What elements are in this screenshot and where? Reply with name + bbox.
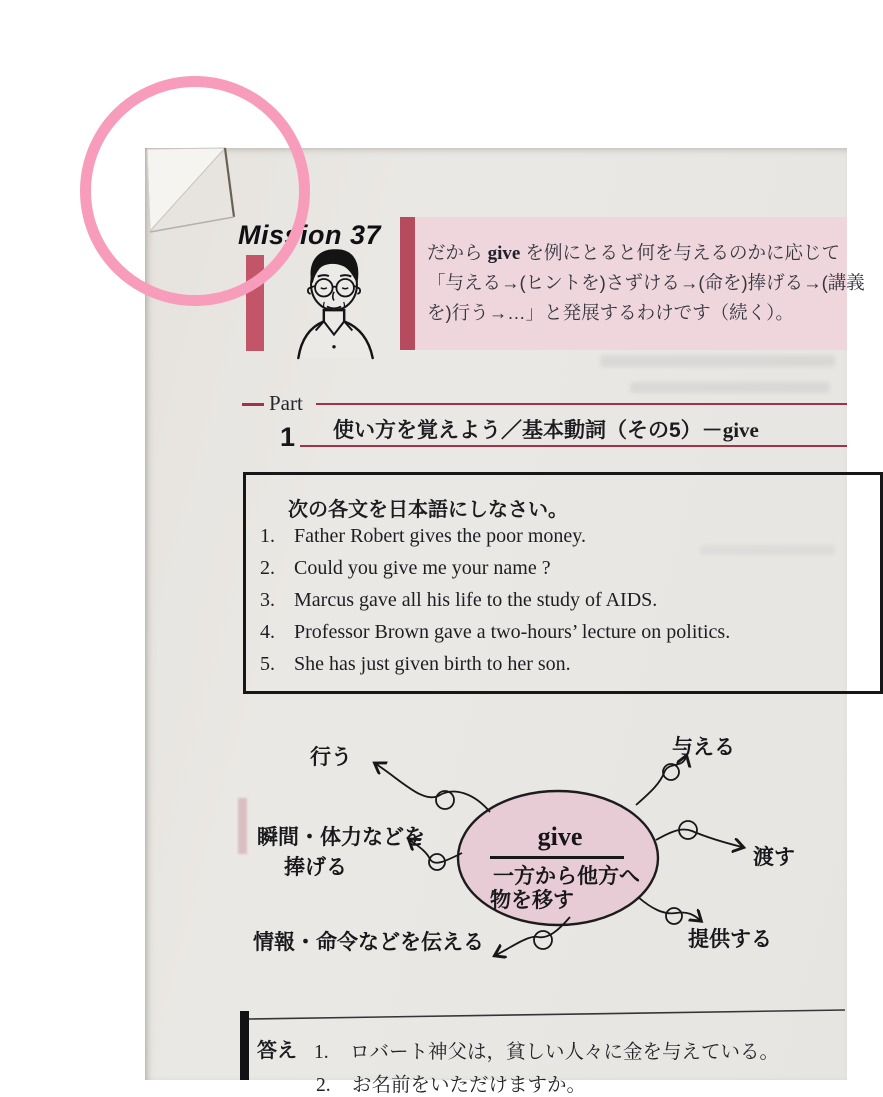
diagram-label-watasu: 渡す xyxy=(753,846,795,869)
diagram-label-teikyo: 提供する xyxy=(688,928,772,951)
part-rule-dash xyxy=(242,403,264,406)
part-rule-bottom xyxy=(300,445,847,447)
diagram-label-sasageru-1: 瞬間・体力などを xyxy=(257,826,425,849)
intro-line-1: だから give を例にとると何を与えるのかに応じて xyxy=(427,242,841,264)
exercise-box xyxy=(243,472,883,694)
exercise-item: 1. Father Robert gives the poor money. xyxy=(260,525,586,547)
diagram-label-tsutaeru: 情報・命令などを伝える xyxy=(253,931,484,954)
diagram-center-desc: 一方から他方へ xyxy=(493,865,640,888)
intro-highlight-box xyxy=(400,217,865,350)
diagram-center-word: give xyxy=(537,822,583,851)
bleedthrough-smudge xyxy=(600,355,835,367)
diagram-label-sasageru-2: 捧げる xyxy=(284,856,347,879)
exercise-item: 4. Professor Brown gave a two-hours’ lecture on politics. xyxy=(260,621,731,643)
exercise-item: 3. Marcus gave all his life to the study of AIDS. xyxy=(260,589,658,611)
part-label: Part xyxy=(269,391,303,415)
answer-item-1: 1. ロバート神父は，貧しい人々に金を与えている。 xyxy=(314,1042,780,1063)
red-accent-bar xyxy=(400,217,415,350)
part-rule-top xyxy=(316,403,847,405)
answer-accent-bar xyxy=(240,1011,249,1080)
bleedthrough-smudge xyxy=(630,382,830,393)
diagram-center-desc: 物を移す xyxy=(490,889,574,912)
exercise-item: 5. She has just given birth to her son. xyxy=(260,653,571,675)
diagram-label-okonau: 行う xyxy=(310,746,352,769)
part-title: 使い方を覚えよう／基本動詞（その5）－give xyxy=(333,418,759,442)
intro-line-3: を)行う→…」と発展するわけです（続く）。 xyxy=(427,302,794,323)
intro-line-2: 「与える→(ヒントを)さずける→(命を)捧げる→(講義 xyxy=(427,272,865,293)
diagram-center-underline xyxy=(490,856,624,859)
answer-divider-line xyxy=(243,1002,847,1026)
highlight-circle-annotation xyxy=(80,76,310,306)
diagram-label-ataeru: 与える xyxy=(672,736,735,759)
part-number: 1 xyxy=(280,422,296,452)
answer-label: 答え xyxy=(257,1040,297,1062)
exercise-item: 2. Could you give me your name ? xyxy=(260,557,551,579)
teacher-face-illustration xyxy=(278,246,390,358)
exercise-instruction: 次の各文を日本語にしなさい。 xyxy=(288,499,568,521)
answer-item-2: 2. お名前をいただけますか。 xyxy=(316,1075,587,1096)
mission-title: Mission 37 xyxy=(238,220,382,250)
